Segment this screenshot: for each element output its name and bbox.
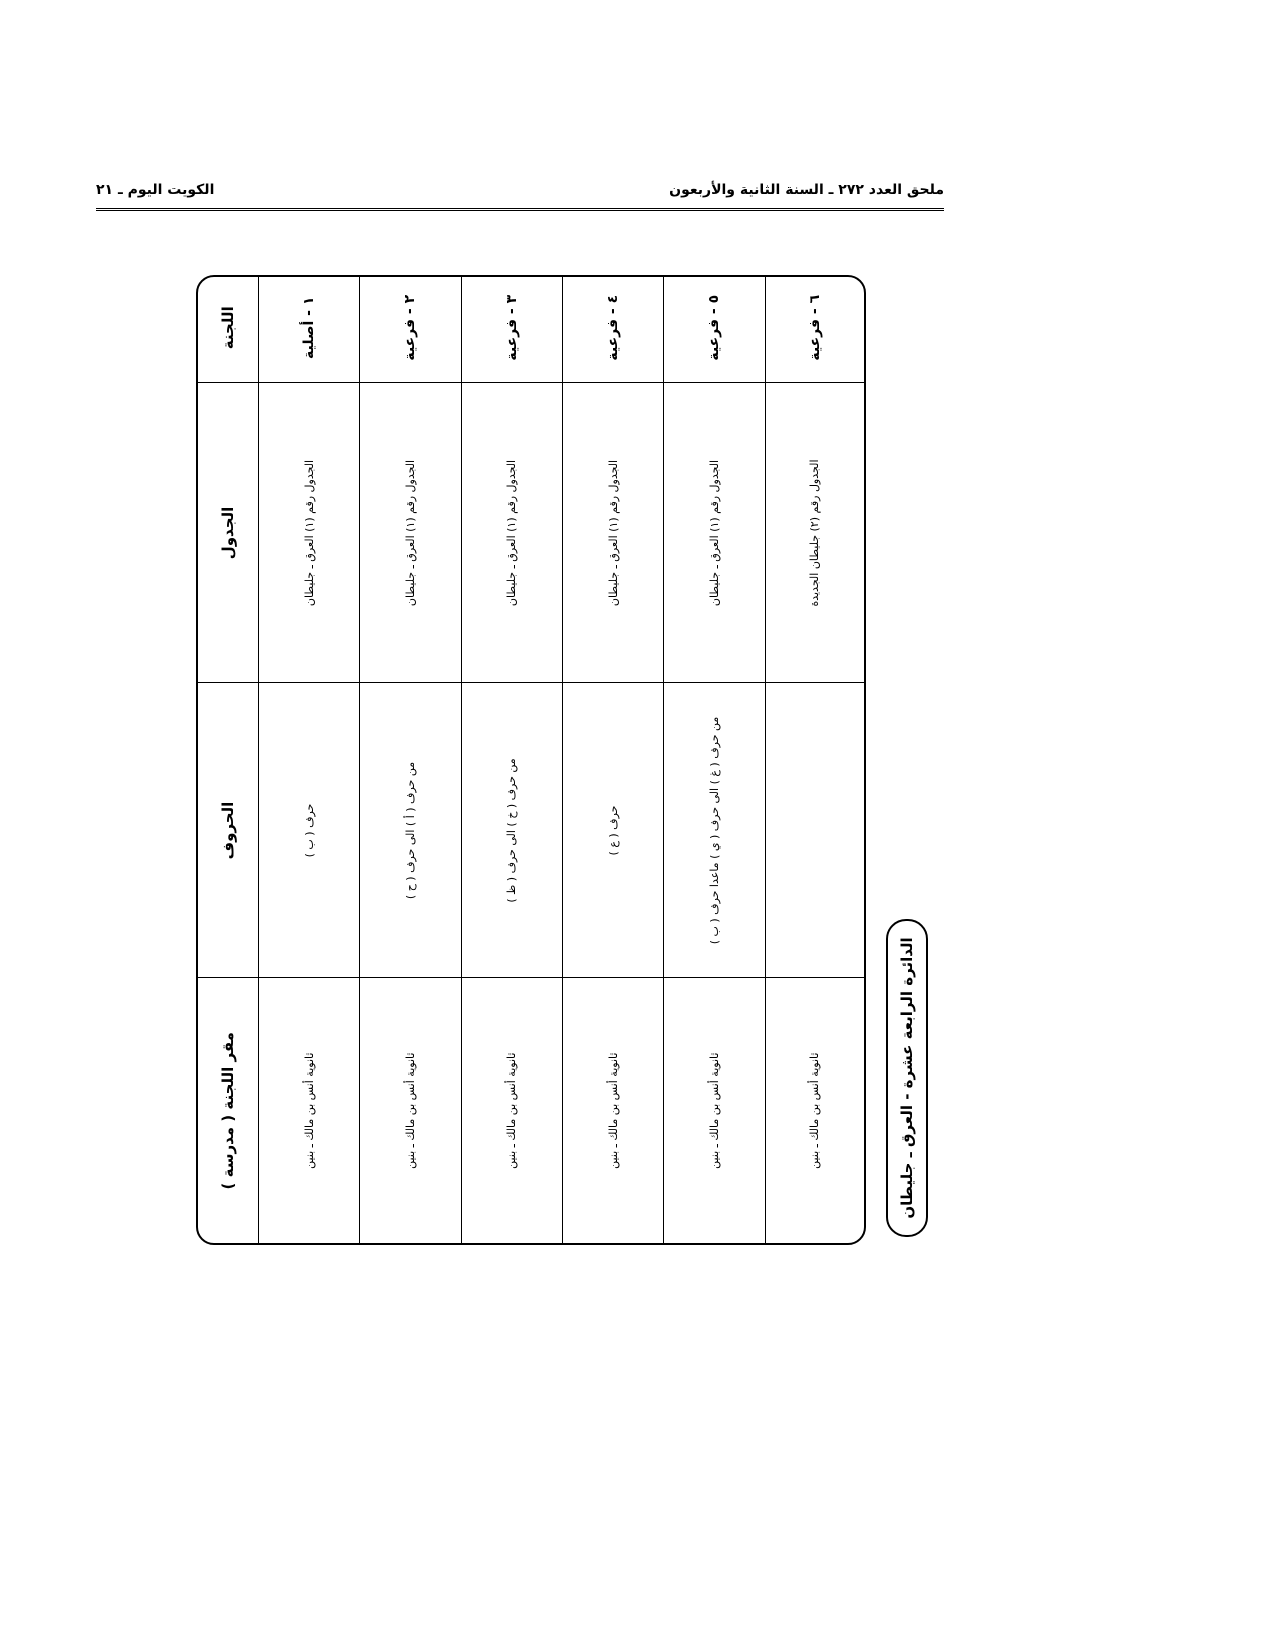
header-schedule: الجدول <box>198 383 259 683</box>
letters-cell: من حرف ( غ ) الى حرف ( ي ) ماعدا حرف ( ب ) <box>664 683 765 978</box>
schedule-cell: الجدول رقم (١) العرق ـ جليطان <box>664 383 765 683</box>
committee-cell: ١ - أصلية <box>259 275 360 383</box>
schedule-cell: الجدول رقم (١) العرق ـ جليطان <box>360 383 461 683</box>
letters-cell: من حرف ( خ ) الى حرف ( ظ ) <box>461 683 562 978</box>
committee-cell: ٢ - فرعية <box>360 275 461 383</box>
schedule-cell: الجدول رقم (١) العرق ـ جليطان <box>259 383 360 683</box>
header-committee: اللجنة <box>198 275 259 383</box>
letters-cell: حرف ( ع ) <box>562 683 663 978</box>
location-cell: ثانوية أنس بن مالك ـ بنين <box>461 978 562 1243</box>
rotated-content <box>196 275 936 1245</box>
schedule-cell: الجدول رقم (١) العرق ـ جليطان <box>562 383 663 683</box>
header-page-info: الكويت اليوم ـ ٢١ <box>96 182 215 198</box>
table-row <box>765 275 864 1243</box>
location-cell: ثانوية أنس بن مالك ـ بنين <box>765 978 864 1243</box>
location-cell: ثانوية أنس بن مالك ـ بنين <box>562 978 663 1243</box>
header-location: مقر اللجنة ( مدرسة ) <box>198 978 259 1243</box>
committee-cell: ٤ - فرعية <box>562 275 663 383</box>
location-cell: ثانوية أنس بن مالك ـ بنين <box>360 978 461 1243</box>
header-letters: الحروف <box>198 683 259 978</box>
table-row <box>461 275 562 1243</box>
header-issue-info: ملحق العدد ٢٧٢ ـ السنة الثانية والأربعون <box>669 182 944 198</box>
location-cell: ثانوية أنس بن مالك ـ بنين <box>259 978 360 1243</box>
table-row <box>360 275 461 1243</box>
committee-cell: ٥ - فرعية <box>664 275 765 383</box>
committee-cell: ٣ - فرعية <box>461 275 562 383</box>
table-row <box>562 275 663 1243</box>
letters-cell: حرف ( ب ) <box>259 683 360 978</box>
table-header-row <box>198 275 259 1243</box>
committees-table <box>198 275 864 1243</box>
letters-cell: من حرف ( أ ) الى حرف ( ح ) <box>360 683 461 978</box>
letters-cell <box>765 683 864 978</box>
committee-cell: ٦ - فرعية <box>765 275 864 383</box>
schedule-cell: الجدول رقم (١) العرق ـ جليطان <box>461 383 562 683</box>
committees-table-frame <box>196 275 866 1245</box>
district-title: الدائرة الرابعة عشرة - العرق ـ جليطان <box>886 919 928 1237</box>
table-row <box>664 275 765 1243</box>
table-row <box>259 275 360 1243</box>
running-header <box>96 178 944 211</box>
location-cell: ثانوية أنس بن مالك ـ بنين <box>664 978 765 1243</box>
schedule-cell: الجدول رقم (٢) جليطان الجديدة <box>765 383 864 683</box>
